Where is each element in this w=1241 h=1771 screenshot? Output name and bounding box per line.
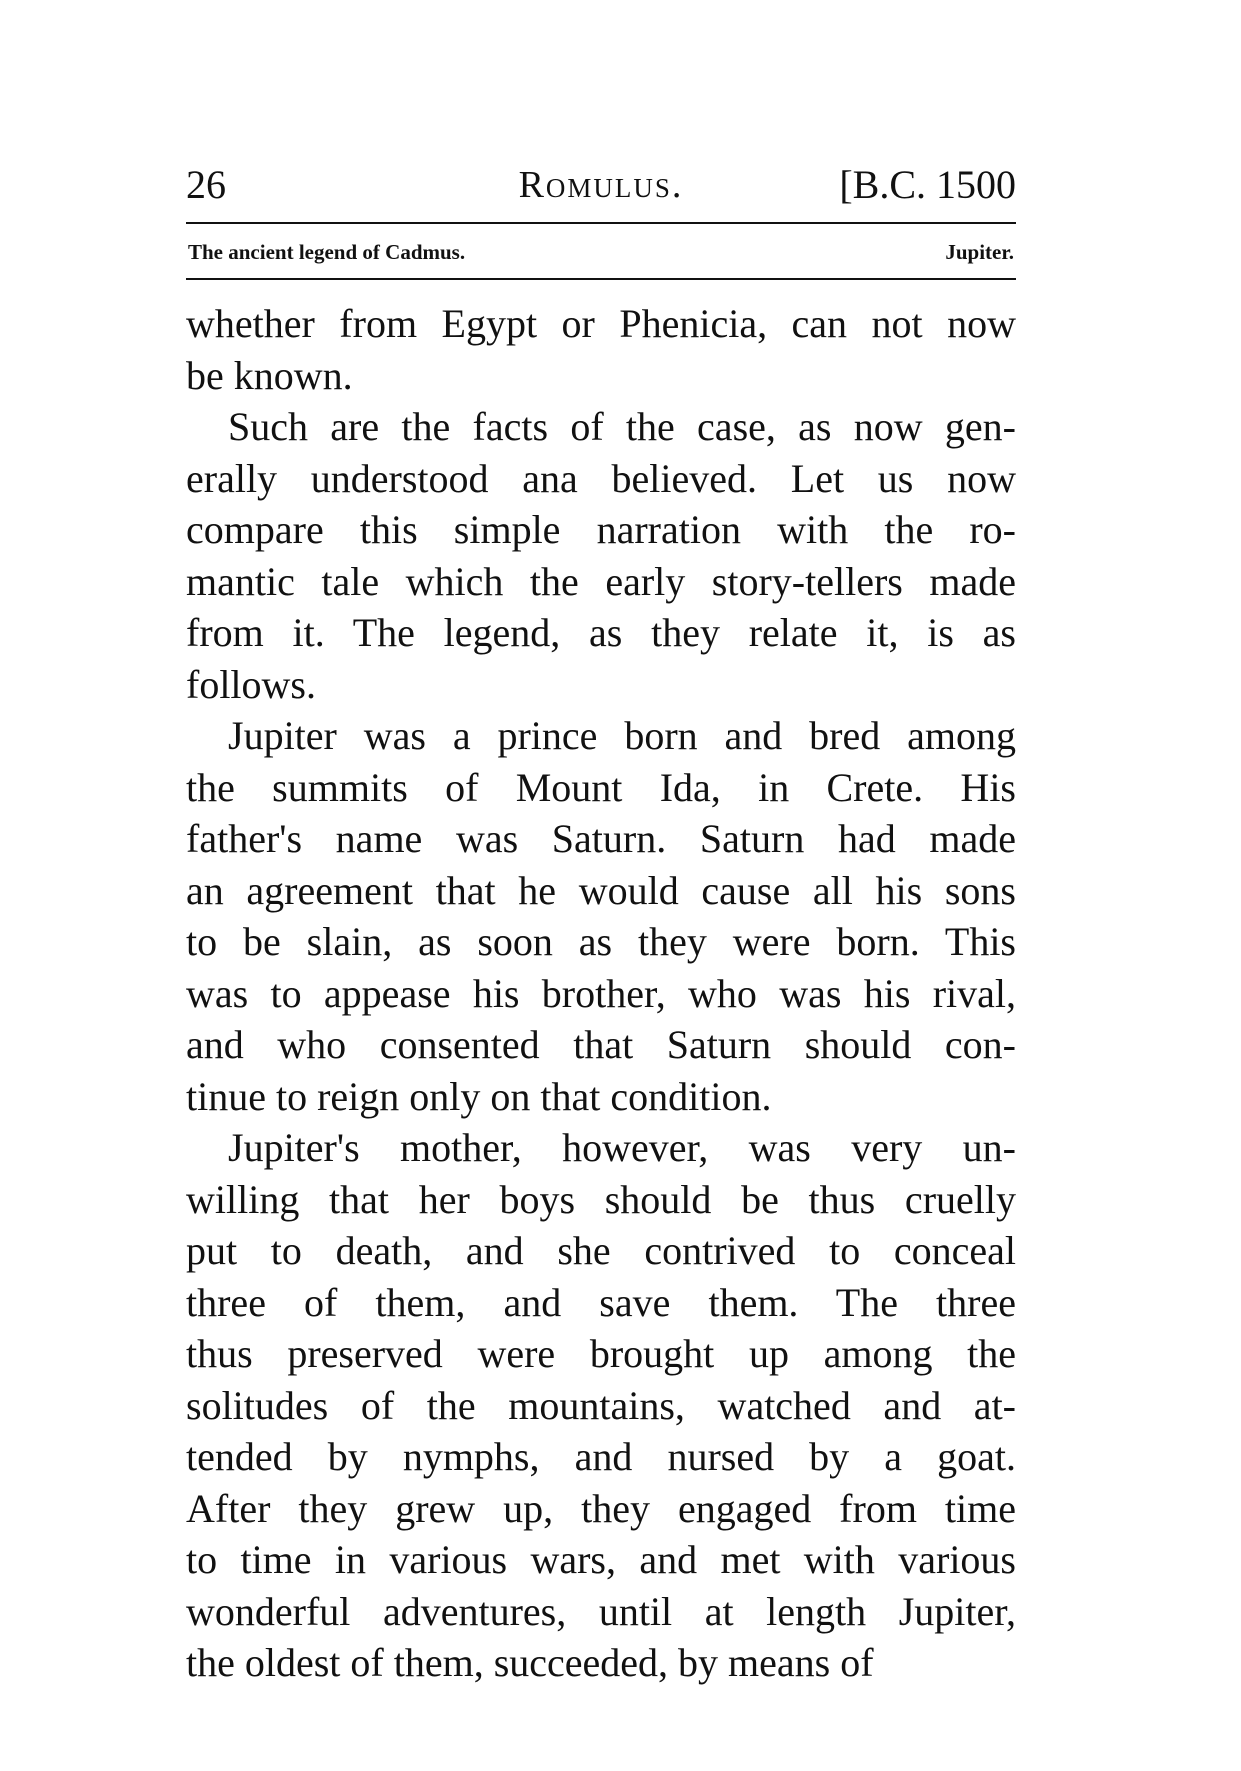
text-line: an agreement that he would cause all his sons [186,867,1016,913]
text-line: thus preserved were brought up among the [186,1331,1016,1376]
running-title: Romulus. [518,164,684,206]
header-rule-bottom [186,278,1016,280]
side-note-right: Jupiter. [945,240,1014,264]
text-line: solitudes of the mountains, watched and at- [186,1382,1016,1428]
text-line: Such are the facts of the case, as now gen- [228,404,1016,449]
side-note-left: The ancient legend of Cadmus. [188,240,466,264]
text-line: mantic tale which the early story-tellers made [186,558,1016,604]
text-line: from it. The legend, as they relate it, is as [186,610,1016,655]
running-head [186,160,1016,220]
text-line: the oldest of them, succeeded, by means of [186,1640,874,1685]
text-line: After they grew up, they engaged from time [186,1485,1016,1531]
text-line: be known. [186,352,353,398]
text-line: wonderful adventures, until at length Jupiter, [186,1588,1016,1634]
date-range: [B.C. 1500 [839,162,1016,207]
text-line: to time in various wars, and met with various [186,1537,1016,1582]
text-line: follows. [186,661,316,707]
text-line: tended by nymphs, and nursed by a goat. [186,1434,1016,1479]
text-line: father's name was Saturn. Saturn had made [186,816,1016,861]
paragraph [186,401,1016,710]
text-line: three of them, and save them. The three [186,1279,1016,1325]
text-line: compare this simple narration with the ro- [186,507,1016,552]
paragraph [186,710,1016,1122]
text-line: tinue to reign only on that condition. [186,1073,772,1119]
text-line: and who consented that Saturn should con- [186,1022,1016,1067]
text-line: the summits of Mount Ida, in Crete. His [186,764,1016,810]
paragraph [186,298,1016,401]
header-rule-top [186,222,1016,224]
side-notes [186,232,1016,272]
body-text [186,298,1016,1689]
text-line: willing that her boys should be thus cruelly [186,1176,1016,1222]
text-line: to be slain, as soon as they were born. This [186,919,1016,964]
text-line: Jupiter's mother, however, was very un- [228,1125,1016,1170]
text-line: put to death, and she contrived to conceal [186,1228,1016,1273]
text-line: was to appease his brother, who was his rival, [186,970,1016,1016]
text-line: Jupiter was a prince born and bred among [228,713,1016,758]
text-line: whether from Egypt or Phenicia, can not now [186,301,1016,346]
page-number: 26 [186,162,226,207]
text-line: erally understood ana believed. Let us now [186,455,1016,501]
paragraph [186,1122,1016,1689]
